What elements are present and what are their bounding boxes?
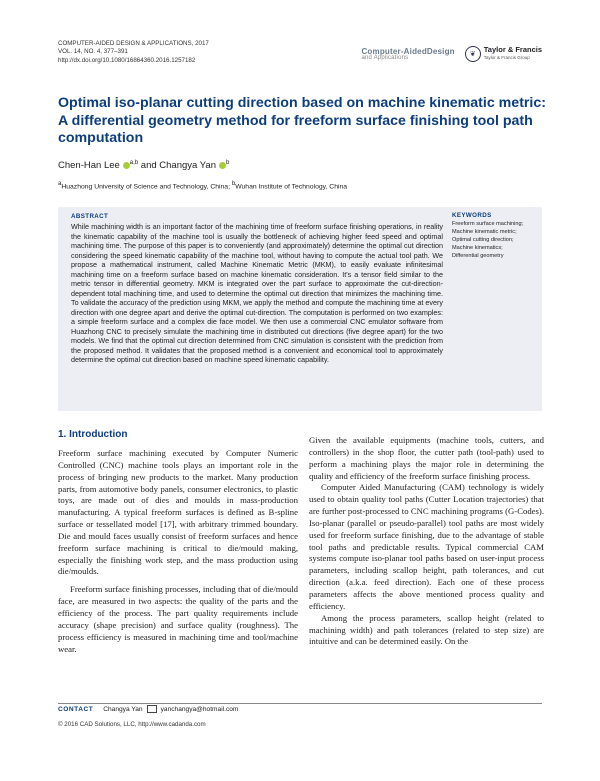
author-name[interactable]: Changya Yan [159,160,216,172]
contact-label: CONTACT [58,705,94,713]
keywords-heading: KEYWORDS [452,212,492,219]
cad-logo[interactable] [361,47,454,61]
paragraph: Among the process parameters, scallop height (related to machining width) and path tolerances (related to step size) are intuitive and can be determined easily. On the [309,612,544,647]
abstract-heading: ABSTRACT [71,213,109,220]
keyword-item[interactable]: Machine kinematics; [452,244,503,251]
affil-sup: b [231,181,236,187]
contact-email[interactable]: yanchangya@hotmail.com [160,705,239,713]
email-icon [147,705,157,713]
orcid-icon[interactable] [123,162,130,169]
authors [58,160,229,171]
author-and: and [140,160,157,172]
cad-logo-sub: and Applications [361,55,409,61]
author-affil-sup: b [225,160,230,166]
taylor-francis-logo[interactable] [465,46,542,62]
cad-logo-name: Computer-AidedDesign [361,47,455,56]
journal-volume: VOL. 14, NO. 4, 377–391 [58,48,128,56]
body-column-right [309,435,544,648]
author-name[interactable]: Chen-Han Lee [58,160,120,172]
affiliation-b: Wuhan Institute of Technology, China [235,183,348,191]
paragraph: Freeform surface finishing processes, including that of die/mould face, are measured in two aspects: the quality of the parts and the efficiency of the process. The part quality requirements include accuracy (shape precision) and surface quality (roughness). The process efficiency is measured in machining time and tool/machine wear. [58,584,298,654]
footer-divider [58,703,542,704]
keyword-item[interactable]: Machine kinematic metric; [452,228,517,235]
journal-name: COMPUTER-AIDED DESIGN & APPLICATIONS, 2017 [58,40,209,47]
paragraph: Freeform surface machining executed by Computer Numeric Controlled (CNC) machine tools plays an important role in the process of bringing new products to the market. Many production parts, from automotive body panels, consumer electronics, to plastic toys, are made out of dies and moulds in mass-production manufacturing. A typical freeform surfaces is defined as B-spline surface or tessellated model [17], with arbitrary trimmed boundary. Die and mould faces usually consist of freeform surfaces and hence freeform surface machining is critical to die/mould making, especially the finishing work step, and the mass production using die/moulds. [58,448,298,577]
keyword-item[interactable]: Differential geometry [452,252,504,259]
orcid-icon[interactable] [219,162,226,169]
abstract-text: While machining width is an important factor of the machining time of freeform surface finishing operations, in reality the kinematic capability of the machine tool is usually the bottleneck of achieving higher feed speed and optimal machining time. The purpose of this paper is to conveniently (and approximately) determine the optimal cut direction considering the speed kinematic capability of the machine tool, without having to compute the actual tool path. We propose a mathematical instrument, called Machine Kinematic Metric (MKM), to easily evaluate infinitesimal machining time on a freeform surface based on machine kinematic consideration. It's a tensor field similar to the metric tensor in differential geometry. MKM is integrated over the part surface to approximate the cut-direction-dependent total machining time, and used to determine the optimal cut direction that minimizes the machining time. To validate the accuracy of the prediction using MKM, we apply the method and compute the machining time at every direction with one degree apart and derive the optimal cut-direction. The computation is performed on two examples: a simple freeform surface and a complex die face model. We then use a commercial CNC emulator software from Huazhong CNC to precisely simulate the machining time in distributed cut directions (five degree apart) for the two models. We find that the optimal cut direction determined from CNC simulation is consistent with the prediction from the proposed method. It validates that the proposed method is a convenient and economical tool to approximately determine the optimal cut direction based on machine speed kinematic capability. [71,222,443,365]
taylor-francis-name: Taylor & Francis [483,45,542,54]
taylor-francis-sub: Taylor & Francis Group [483,55,530,60]
section-heading-introduction: 1. Introduction [58,429,128,440]
journal-doi[interactable]: http://dx.doi.org/10.1080/16864360.2016.1257182 [58,56,196,64]
keywords [452,212,542,260]
abstract [71,212,443,365]
body-column-left [58,448,298,655]
affiliation-a: Huazhong University of Science and Technology, China; [61,183,230,191]
contact-line [58,705,238,713]
journal-header [58,40,209,65]
keyword-item[interactable]: Freeform surface machining; [452,220,524,227]
paragraph: Computer Aided Manufacturing (CAM) technology is widely used to obtain quality tool paths (Cutter Location trajectories) that are further post-processed to CNC machining programs (G-Codes). Iso-planar (parallel or pseudo-parallel) tool paths are most widely used for freeform surface finishing, due to the advantage of stable tool paths and predictable results. Typical commercial CAM systems compute iso-planar tool paths based on user-input process parameters, including scallop height, path tolerances, and cut direction (a.k.a. feed direction). Each one of these process parameters affects the above mentioned process quality and efficiency. [309,482,544,611]
contact-name: Changya Yan [103,705,143,713]
keyword-item[interactable]: Optimal cutting direction; [452,236,514,243]
affiliations [58,181,347,190]
taylor-francis-emblem-icon: ❦ [465,46,481,62]
article-title: Optimal iso-planar cutting direction based on machine kinematic metric: A differential geometry method for freeform surface finishing tool path computation [58,95,546,147]
affil-sup: a [58,181,62,187]
publisher-logos [361,46,542,62]
author-affil-sup: a,b [129,160,139,166]
copyright: © 2016 CAD Solutions, LLC, http://www.cadanda.com [58,721,206,728]
paragraph: Given the available equipments (machine tools, cutters, and controllers) in the shop floor, the cutter path (tool-path) used to perform a machining plays the major role in determining the quality and efficiency of the freeform surface finishing process. [309,435,544,481]
